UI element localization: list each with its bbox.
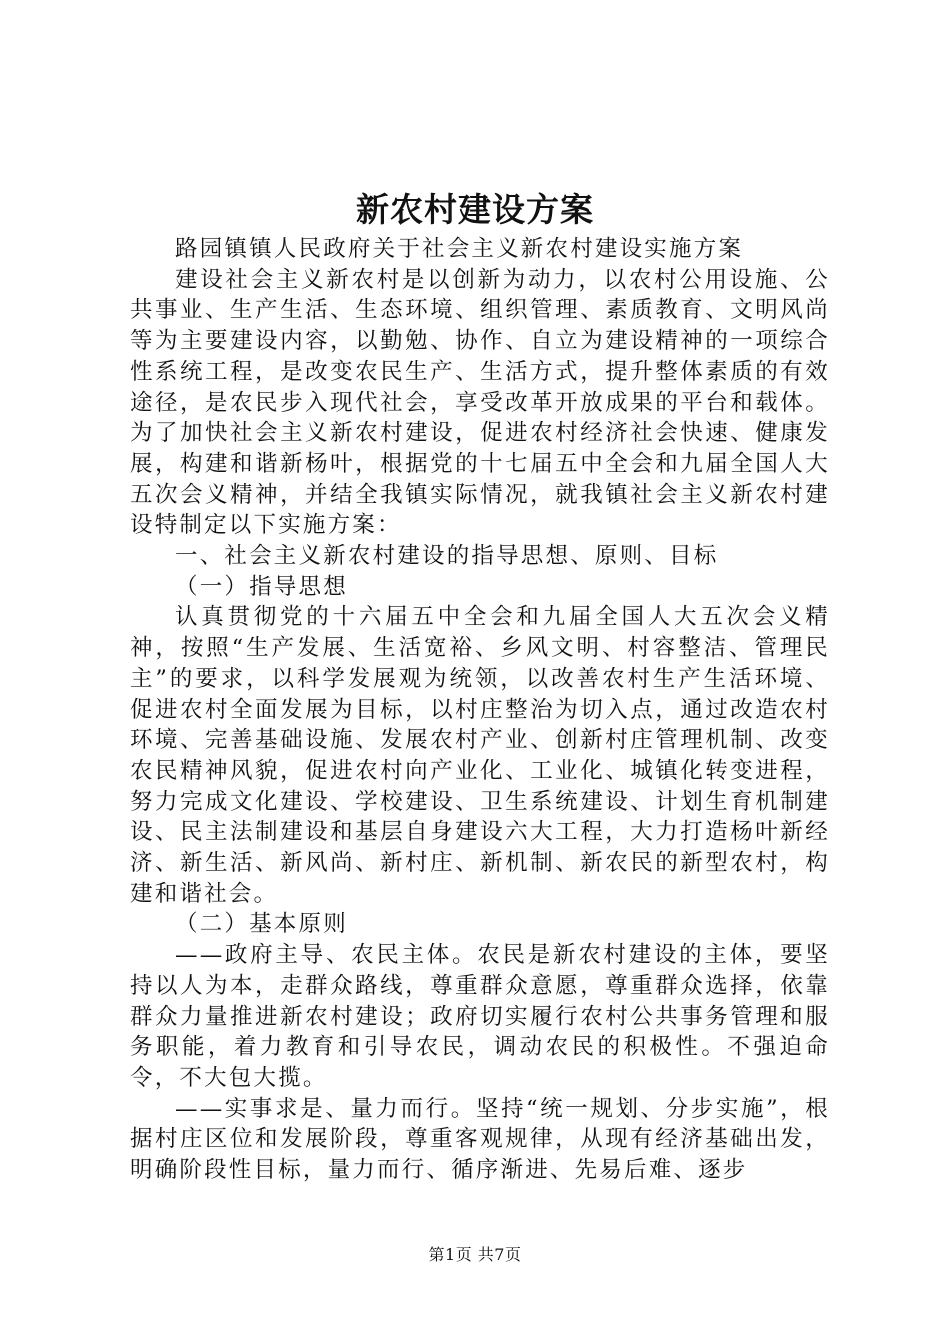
paragraph-intro: 建设社会主义新农村是以创新为动力，以农村公用设施、公共事业、生产生活、生态环境、组织管理、素质教育、文明风尚等为主要建设内容，以勤勉、协作、自立为建设精神的一项综合性系统工程，是改变农民生产、生活方式，提升整体素质的有效途径，是农民步入现代社会，享受改革开放成果的平台和载体。为了加快社会主义新农村建设，促进农村经济社会快速、健康发展，构建和谐新杨叶，根据党的十七届五中全会和九届全国人大五次会义精神，并结全我镇实际情况，就我镇社会主义新农村建设特制定以下实施方案： [130, 266, 830, 539]
paragraph-principle-1: ——政府主导、农民主体。农民是新农村建设的主体，要坚持以人为本，走群众路线，尊重群众意愿，尊重群众选择，依靠群众力量推进新农村建设；政府切实履行农村公共事务管理和服务职能，着力教育和引导农民，调动农民的积极性。不强迫命令，不大包大揽。 [130, 942, 830, 1091]
document-body [130, 234, 830, 1186]
page-number-footer: 第1页 共7页 [428, 1245, 522, 1264]
subsection-heading-guiding-ideology: （一）指导思想 [175, 573, 348, 600]
paragraph-guiding-ideology: 认真贯彻党的十六届五中全会和九届全国人大五次会义精神，按照“生产发展、生活宽裕、乡风文明、村容整洁、管理民主”的要求，以科学发展观为统领，以改善农村生产生活环境、促进农村全面发展为目标，以村庄整治为切入点，通过改造农村环境、完善基础设施、发展农村产业、创新村庄管理机制、改变农民精神风貌，促进农村向产业化、工业化、城镇化转变进程，努力完成文化建设、学校建设、卫生系统建设、计划生育机制建设、民主法制建设和基层自身建设六大工程，大力打造杨叶新经济、新生活、新风尚、新村庄、新机制、新农民的新型农村，构建和谐社会。 [130, 604, 830, 907]
subsection-heading-basic-principles: （二）基本原则 [175, 911, 348, 938]
document-title: 新农村建设方案 [356, 190, 594, 229]
paragraph-subtitle: 路园镇镇人民政府关于社会主义新农村建设实施方案 [175, 236, 744, 262]
paragraph-principle-2: ——实事求是、量力而行。坚持“统一规划、分步实施”，根据村庄区位和发展阶段，尊重客观规律，从现有经济基础出发，明确阶段性目标，量力而行、循序渐进、先易后难、逐步 [130, 1095, 830, 1184]
section-heading-1: 一、社会主义新农村建设的指导思想、原则、目标 [175, 543, 719, 570]
